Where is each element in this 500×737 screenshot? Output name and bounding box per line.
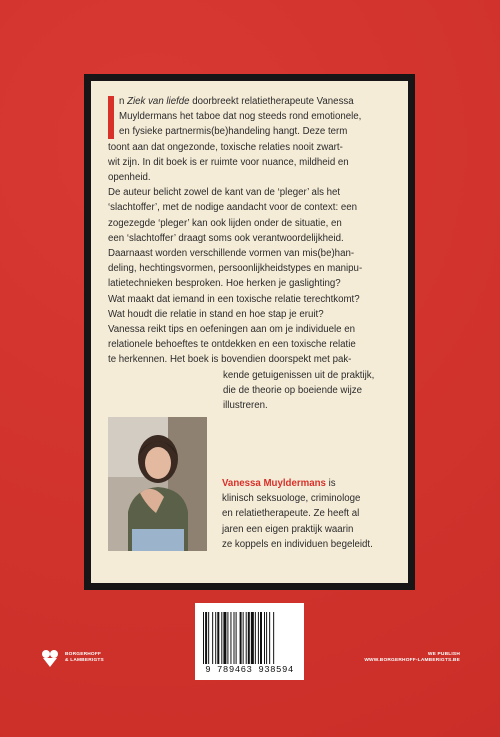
intro-line-2: Muyldermans het taboe dat nog steeds rond emotionele, <box>119 111 362 123</box>
body-line: relationele behoeftes te ontdekken en een toxische relatie <box>108 339 356 351</box>
intro-paragraph <box>108 94 392 185</box>
barcode-bars <box>203 612 296 664</box>
author-name: Vanessa Muyldermans <box>222 478 326 489</box>
publisher-website: WE PUBLISH WWW.BORGERHOFF-LAMBERIGTS.BE <box>364 652 460 663</box>
intro-line-5: wit zijn. In dit boek is er ruimte voor nuance, mildheid en <box>108 156 349 168</box>
bio-line: en relatietherapeute. Ze heeft al <box>222 508 360 520</box>
intro-line-1: n Ziek van liefde doorbreekt relatietherapeute Vanessa <box>119 96 354 107</box>
back-cover-panel <box>84 74 415 590</box>
body-line: Vanessa reikt tips en oefeningen aan om je individuele en <box>108 324 356 336</box>
body-line: Wat houdt die relatie in stand en hoe stap je eruit? <box>108 308 324 320</box>
body-line: een ‘slachtoffer’ draagt soms ook verantwoordelijkheid. <box>108 232 344 244</box>
body-line: Wat maakt dat iemand in een toxische relatie terechtkomt? <box>108 293 360 305</box>
dropcap-bar <box>108 96 114 139</box>
author-bio <box>222 476 373 552</box>
intro-line-3: en fysieke partnermis(be)handeling hangt. Deze term <box>119 126 348 138</box>
bio-line-1: Vanessa Muyldermans is <box>222 478 336 489</box>
body-line: ‘slachtoffer’, met de nodige aandacht voor de context: een <box>108 202 357 214</box>
bio-line: klinisch seksuologe, criminologe <box>222 493 361 505</box>
publisher-logo-icon <box>40 648 60 673</box>
body-line-indented: die de theorie op boeiende wijze <box>223 384 362 396</box>
publisher-name: BORGERHOFF & LAMBERIGTS <box>65 652 104 663</box>
body-line: deling, hechtingsvormen, persoonlijkheidstypes en manipu- <box>108 263 363 275</box>
author-photo <box>108 417 207 551</box>
bio-line: jaren een eigen praktijk waarin <box>222 523 354 535</box>
isbn-digits: 9 789463 938594 <box>205 665 294 675</box>
body-line: zogezegde ‘pleger’ kan ook lijden onder de situatie, en <box>108 217 342 229</box>
body-line: te herkennen. Het boek is bovendien doorspekt met pak- <box>108 354 352 366</box>
intro-line-6: openheid. <box>108 172 151 184</box>
body-paragraph <box>108 185 392 413</box>
bio-line: ze koppels en individuen begeleidt. <box>222 538 373 550</box>
body-line: Daarnaast worden verschillende vormen van mis(be)han- <box>108 248 355 260</box>
book-title-inline: Ziek van liefde <box>127 96 190 107</box>
body-line-indented: illustreren. <box>223 400 268 412</box>
body-line-indented: kende getuigenissen uit de praktijk, <box>223 369 375 381</box>
body-line: latietechnieken besproken. Hoe herken je gaslighting? <box>108 278 341 290</box>
body-line: De auteur belicht zowel de kant van de ‘pleger’ als het <box>108 187 341 199</box>
intro-line-4: toont aan dat ongezonde, toxische relaties nooit zwart- <box>108 141 343 153</box>
text-panel <box>91 81 408 583</box>
isbn-barcode <box>195 603 304 680</box>
